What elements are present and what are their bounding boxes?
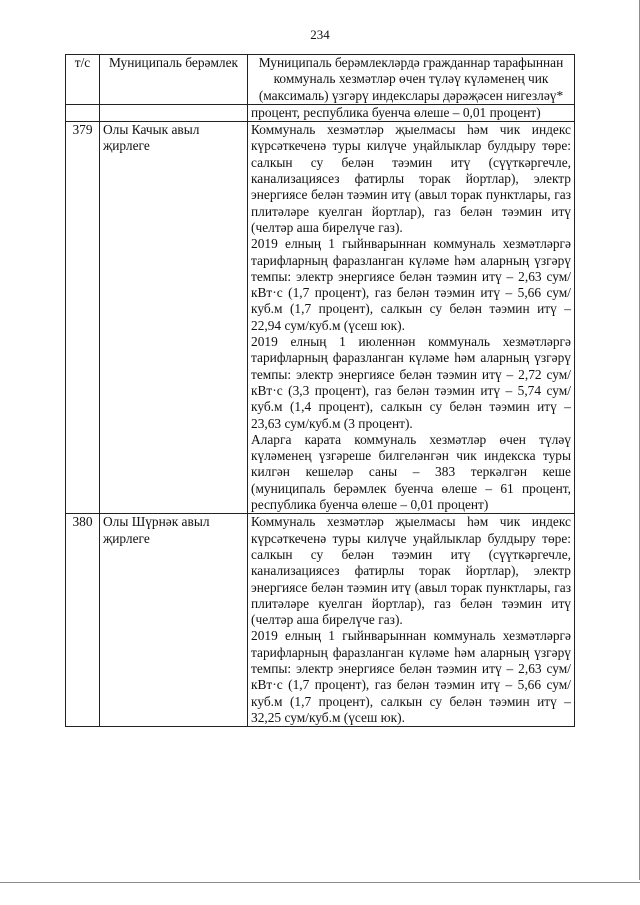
continuation-number: [66, 104, 100, 121]
row-paragraph: Коммуналь хезмәтләр җыелмасы һәм чик индекс күрсәткеченә туры килүче уңайлыклар булдыру төре: салкын су белән тәэмин итү (сүүткәргечле, канализациясез фатирлы торак йортлар), электр энергиясе белән тәэмин итү (авыл торак пунктлары, газ плитәләре куелган йортлар), газ белән тәэмин итү (челтәр аша бирелүче газ).: [251, 514, 571, 628]
header-municipality: Муниципаль берәмлек: [100, 55, 248, 105]
row-description: [248, 514, 575, 727]
row-paragraph: 2019 елның 1 гыйнварыннан коммуналь хезмәтләргә тарифларның фаразланган күләме һәм аларның үзгәрү темпы: электр энергиясе белән тәэмин итү – 2,63 сум/кВт·с (1,7 процент), газ белән тәэмин итү – 5,66 сум/куб.м (1,7 процент), салкын су белән тәэмин итү – 22,94 сум/куб.м (үсеш юк).: [251, 236, 571, 333]
header-indexes: Муниципаль берәмлекләрдә гражданнар тарафыннан коммуналь хезмәтләр өчен түләү күләменең чик (максималь) үзгәрү индекслары дәрәҗәсен нигезләү*: [248, 55, 575, 105]
table-row: [66, 122, 575, 514]
page-number: 234: [310, 27, 330, 42]
scan-bottom-edge: [0, 882, 640, 883]
row-paragraph: Аларга карата коммуналь хезмәтләр өчен түләү күләменең үзгәреше билгеләнгән чик индекска туры килгән кешеләр саны – 383 теркәлгән кеше (муниципаль берәмлек буенча өлеше – 61 процент, республика буенча өлеше – 0,01 процент): [251, 431, 571, 513]
tariff-index-table: [65, 54, 575, 727]
row-description: [248, 122, 575, 514]
row-number: 380: [66, 514, 100, 727]
row-paragraph: 2019 елның 1 июленнән коммуналь хезмәтләргә тарифларның фаразланган күләме һәм аларның үзгәрү темпы: электр энергиясе белән тәэмин итү – 2,72 сум/кВт·с (3,3 процент), газ белән тәэмин итү – 5,74 сум/куб.м (1,4 процент), салкын су белән тәэмин итү – 23,63 сум/куб.м (3 процент).: [251, 334, 571, 431]
continuation-row: [66, 104, 575, 121]
continuation-text: процент, республика буенча өлеше – 0,01 процент): [248, 104, 575, 121]
row-municipality: Олы Шүрнәк авыл җирлеге: [100, 514, 248, 727]
row-municipality: Олы Качык авыл җирлеге: [100, 122, 248, 514]
continuation-municipality: [100, 104, 248, 121]
table-header-row: [66, 55, 575, 105]
row-paragraph: Коммуналь хезмәтләр җыелмасы һәм чик индекс күрсәткеченә туры килүче уңайлыклар булдыру төре: салкын су белән тәэмин итү (сүүткәргечле, канализациясез фатирлы торак йортлар), электр энергиясе белән тәэмин итү (авыл торак пунктлары, газ плитәләре куелган йортлар), газ белән тәэмин итү (челтәр аша бирелүче газ).: [251, 122, 571, 235]
table-row: [66, 514, 575, 727]
row-paragraph: 2019 елның 1 гыйнварыннан коммуналь хезмәтләргә тарифларның фаразланган күләме һәм аларның үзгәрү темпы: электр энергиясе белән тәэмин итү – 2,63 сум/кВт·с (1,7 процент), газ белән тәэмин итү – 5,66 сум/куб.м (1,7 процент), салкын су белән тәэмин итү – 32,25 сум/куб.м (үсеш юк).: [251, 628, 571, 725]
header-number: т/с: [66, 55, 100, 105]
row-number: 379: [66, 122, 100, 514]
